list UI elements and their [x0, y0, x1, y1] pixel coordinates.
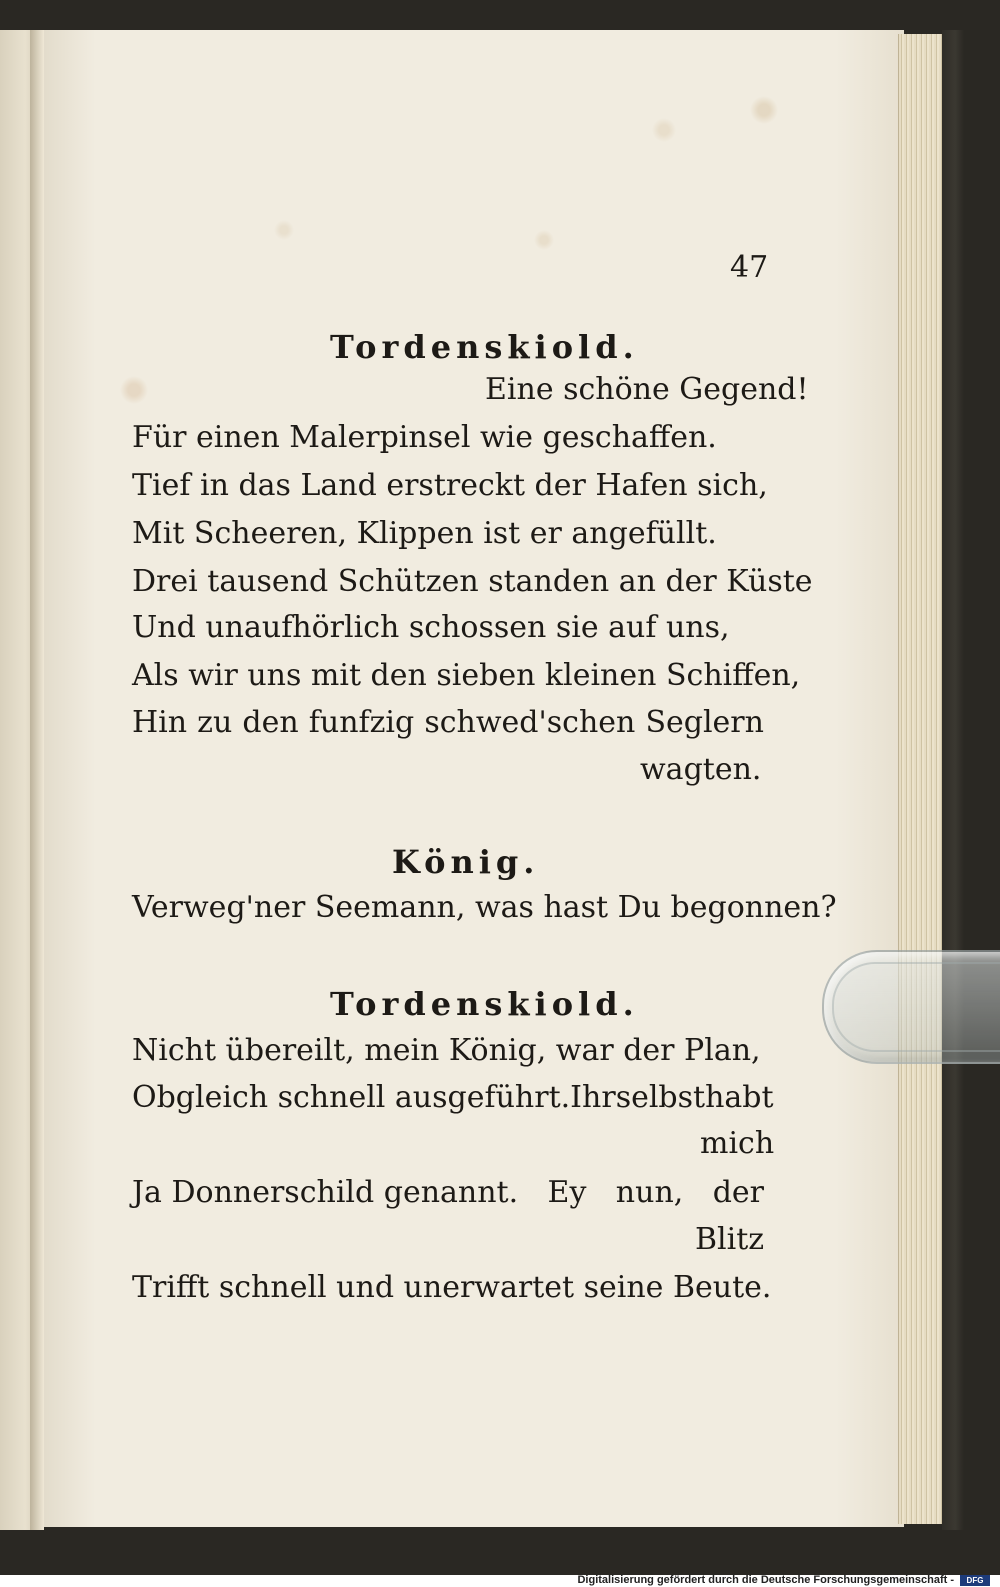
speaker-name: König. — [392, 843, 540, 881]
verse-word: funfzig — [308, 705, 415, 740]
verse-line: Tief in das Land erstreckt der Hafen sich, — [132, 468, 768, 503]
verse-line-justified — [132, 1080, 774, 1115]
book-gutter — [30, 30, 44, 1530]
verse-word: Hin — [132, 705, 188, 740]
speaker-name: Tordenskiold. — [330, 985, 639, 1023]
verse-line: Als wir uns mit den sieben kleinen Schiffen, — [132, 658, 801, 693]
verse-line-continuation: Blitz — [695, 1222, 765, 1257]
verse-line-continuation: mich — [700, 1126, 775, 1161]
verse-line: Für einen Malerpinsel wie geschaffen. — [132, 420, 717, 455]
page-number: 47 — [730, 250, 769, 285]
verse-word: habt — [705, 1080, 774, 1115]
verse-word: schwed'schen — [424, 705, 636, 740]
verse-word: den — [242, 705, 299, 740]
verse-word: nun, — [615, 1175, 684, 1210]
speaker-name: Tordenskiold. — [330, 328, 639, 366]
verse-word: Obgleich schnell ausgeführt. — [132, 1080, 571, 1115]
verse-word: Seglern — [645, 705, 764, 740]
verse-line: Verweg'ner Seemann, was hast Du begonnen? — [132, 890, 837, 925]
book-cover-edge — [942, 30, 964, 1530]
verse-line: Drei tausend Schützen standen an der Küste — [132, 564, 813, 599]
dfg-logo: DFG — [960, 1575, 990, 1586]
verse-line-justified — [132, 705, 764, 740]
verse-line-continuation: wagten. — [640, 752, 762, 787]
page-stack-edge — [898, 34, 943, 1524]
verse-word: selbst — [615, 1080, 706, 1115]
footer-credit: Digitalisierung gefördert durch die Deutsche Forschungsgemeinschaft - — [577, 1574, 954, 1586]
verse-word: Ey — [547, 1175, 587, 1210]
verse-word: Ihr — [570, 1080, 616, 1115]
verse-line: Trifft schnell und unerwartet seine Beute. — [132, 1270, 772, 1305]
verse-line: Eine schöne Gegend! — [485, 372, 809, 407]
verse-line-justified — [132, 1175, 764, 1210]
verse-word: zu — [197, 705, 233, 740]
verse-line: Mit Scheeren, Klippen ist er angefüllt. — [132, 516, 717, 551]
verse-word: der — [712, 1175, 764, 1210]
verse-word: Ja Donnerschild genannt. — [132, 1175, 519, 1210]
verse-line: Und unaufhörlich schossen sie auf uns, — [132, 610, 730, 645]
verse-line: Nicht übereilt, mein König, war der Plan, — [132, 1033, 761, 1068]
page-clip-inner — [832, 962, 1000, 1052]
